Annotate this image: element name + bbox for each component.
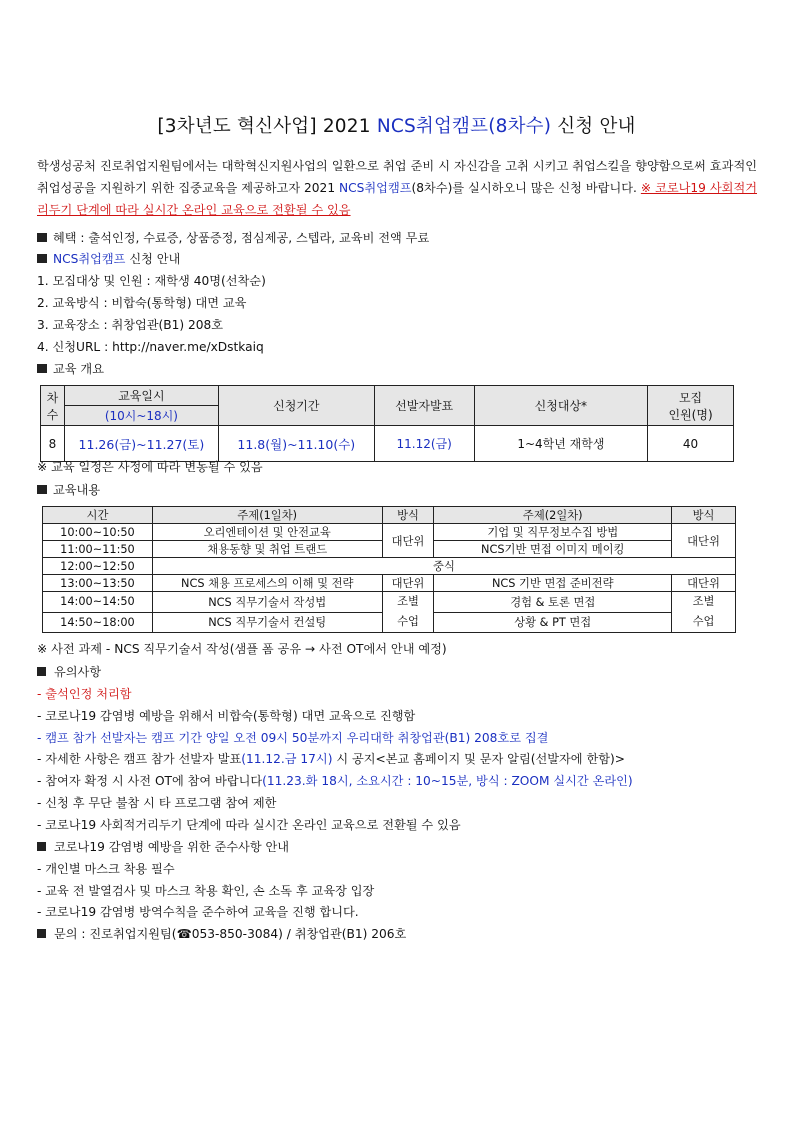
contact-line: 문의 : 진로취업지원팀(☎053-850-3084) / 취창업관(B1) 206호 xyxy=(37,925,406,942)
apply-item: 3. 교육장소 : 취창업관(B1) 208호 xyxy=(37,318,224,332)
note-item: - 코로나19 감염병 예방을 위해서 비합숙(통학형) 대면 교육으로 진행함 xyxy=(37,709,416,723)
header-date-sub: (10시~18시) xyxy=(64,406,218,426)
covid-item: - 교육 전 발열검사 및 마스크 착용 확인, 손 소독 후 교육장 입장 xyxy=(37,884,375,898)
apply-item: 2. 교육방식 : 비합숙(통학형) 대면 교육 xyxy=(37,296,247,310)
page-title: [3차년도 혁신사업] 2021 NCS취업캠프(8차수) 신청 안내 xyxy=(157,116,636,137)
overview-table xyxy=(40,385,734,462)
header-no: 차 수 xyxy=(41,386,65,426)
note-item: - 신청 후 무단 불참 시 타 프로그램 참여 제한 xyxy=(37,796,277,810)
square-bullet-icon xyxy=(37,254,47,263)
square-bullet-icon xyxy=(37,233,47,242)
table-row: 10:00~10:50 오리엔테이션 및 안전교육 대단위 기업 및 직무정보수집 방법 대단위 xyxy=(43,524,736,541)
header-period: 신청기간 xyxy=(218,386,374,426)
online-conversion-notice: ※ 코로나19 사회적거리두기 단계에 따라 실시간 온라인 교육으로 전환될 수 있음 xyxy=(37,181,757,217)
content-heading: 교육내용 xyxy=(37,481,100,498)
note-item: - 자세한 사항은 캠프 참가 선발자 발표(11.12.금 17시) 시 공지<본교 홈페이지 및 문자 알림(선발자에 한함)> xyxy=(37,752,625,766)
note-item: - 코로나19 사회적거리두기 단계에 따라 실시간 온라인 교육으로 전환될 수 있음 xyxy=(37,818,461,832)
square-bullet-icon xyxy=(37,842,46,851)
table-row xyxy=(41,386,734,406)
header-announce: 선발자발표 xyxy=(374,386,474,426)
table-row: 8 11.26(금)~11.27(토) 11.8(월)~11.10(수) 11.12(금) 1~4학년 재학생 40 xyxy=(41,426,734,462)
note-item: - 출석인정 처리함 xyxy=(37,687,132,701)
square-bullet-icon xyxy=(37,485,47,494)
table-row: 14:50~18:00 NCS 직무기술서 컨설팅 상황 & PT 면접 xyxy=(43,612,736,633)
square-bullet-icon xyxy=(37,929,46,938)
note-item: - 캠프 참가 선발자는 캠프 기간 양일 오전 09시 50분까지 우리대학 취창업관(B1) 208호로 집결 xyxy=(37,731,549,745)
covid-heading: 코로나19 감염병 예방을 위한 준수사항 안내 xyxy=(37,838,289,855)
square-bullet-icon xyxy=(37,667,46,676)
table-row: 12:00~12:50 중식 xyxy=(43,558,736,575)
apply-heading: NCS취업캠프 신청 안내 xyxy=(37,250,180,267)
apply-url-line: 4. 신청URL : http://naver.me/xDstkaiq xyxy=(37,340,264,354)
header-date: 교육일시 xyxy=(64,386,218,406)
table-row: 14:00~14:50 NCS 직무기술서 작성법 조별 수업 경험 & 토론 면접 조별 수업 xyxy=(43,592,736,613)
table-row: 11:00~11:50 채용동향 및 취업 트랜드 NCS기반 면접 이미지 메이킹 xyxy=(43,541,736,558)
intro-paragraph: 학생성공처 진로취업지원팀에서는 대학혁신지원사업의 일환으로 취업 준비 시 자신감을 고취 시키고 취업스킬을 향양함으로써 효과적인 취업성공을 지원하기 위한 집중교육을 제공하고자 2021 NCS취업캠프(8차수)를 실시하오니 많은 신청 바랍니다. ※ 코로나19 사회적거리두기 단계에 따라 실시간 온라인 교육으로 전환될 수 있음 xyxy=(37,159,757,217)
overview-heading: 교육 개요 xyxy=(37,360,104,377)
covid-item: - 개인별 마스크 착용 필수 xyxy=(37,862,175,876)
table-row: 시간 주제(1일차) 방식 주제(2일차) 방식 xyxy=(43,507,736,524)
covid-item: - 코로나19 감염병 방역수칙을 준수하여 교육을 진행 합니다. xyxy=(37,905,359,919)
note-item: - 참여자 확정 시 사전 OT에 참여 바랍니다(11.23.화 18시, 소요시간 : 10~15분, 방식 : ZOOM 실시간 온라인) xyxy=(37,774,633,788)
notes-heading: 유의사항 xyxy=(37,663,101,680)
content-table xyxy=(42,506,736,633)
benefits-line: 혜택 : 출석인정, 수료증, 상품증정, 점심제공, 스텝라, 교육비 전액 무료 xyxy=(37,229,429,246)
table-row: 13:00~13:50 NCS 채용 프로세스의 이해 및 전략 대단위 NCS 기반 면접 준비전략 대단위 xyxy=(43,575,736,592)
content-note: ※ 사전 과제 - NCS 직무기술서 작성(샘플 폼 공유 → 사전 OT에서 안내 예정) xyxy=(37,642,447,656)
square-bullet-icon xyxy=(37,364,47,373)
header-target: 신청대상* xyxy=(474,386,648,426)
apply-url-link[interactable]: http://naver.me/xDstkaiq xyxy=(112,340,264,354)
apply-item: 1. 모집대상 및 인원 : 재학생 40명(선착순) xyxy=(37,274,266,288)
overview-note: ※ 교육 일정은 사정에 따라 변동될 수 있음 xyxy=(37,460,263,474)
header-capacity: 모집 인원(명) xyxy=(648,386,734,426)
